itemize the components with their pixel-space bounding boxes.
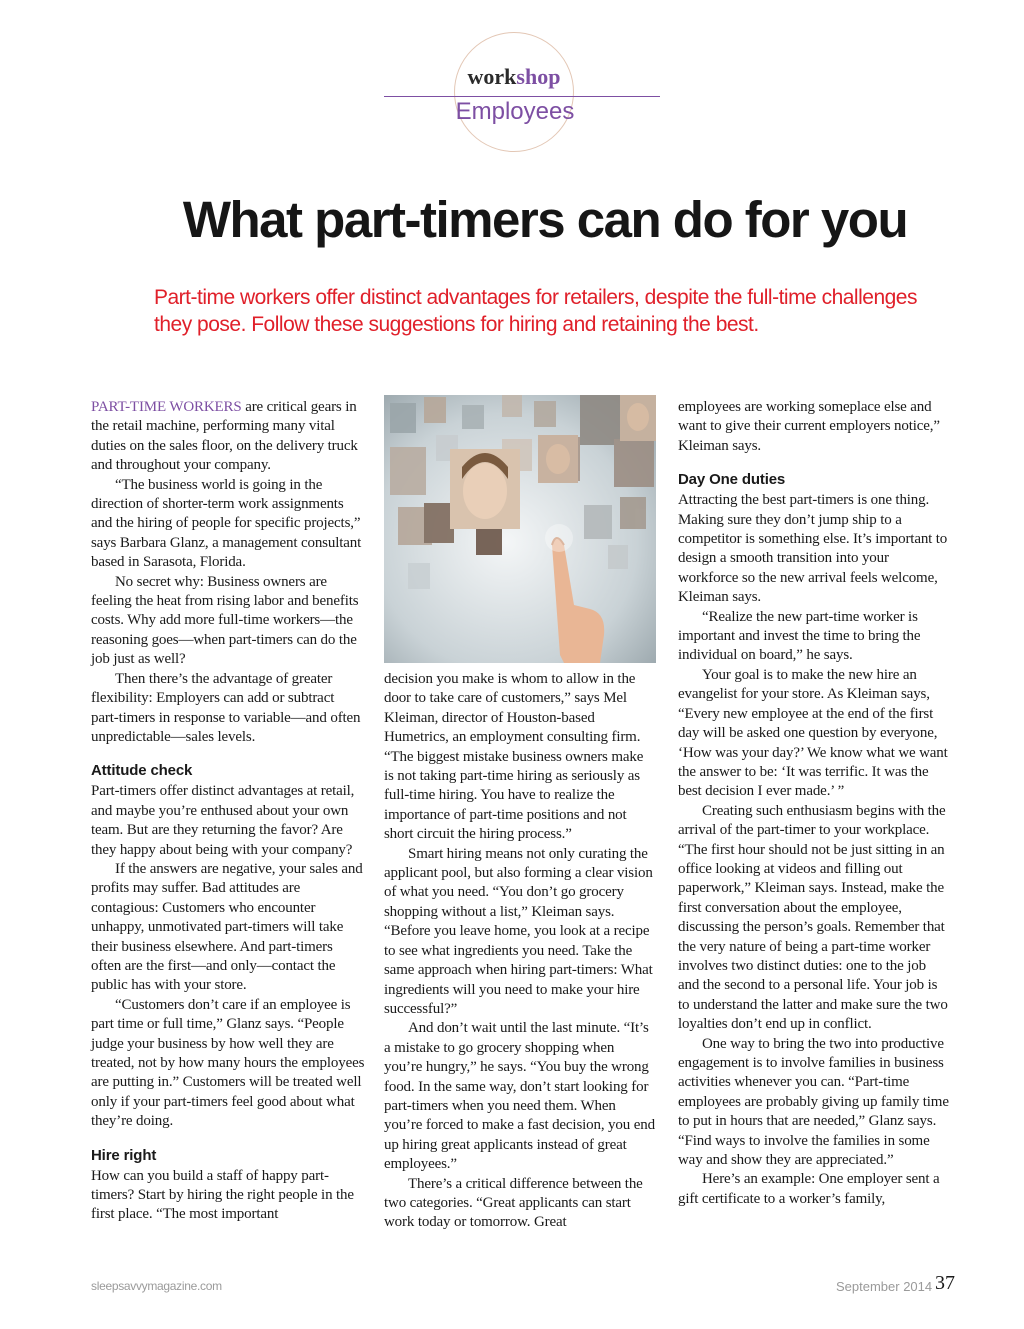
kicker-prefix: work bbox=[467, 64, 517, 89]
article-column-3 bbox=[678, 398, 950, 1209]
kicker-rule bbox=[384, 96, 660, 97]
paragraph: One way to bring the two into productive engagement is to involve families in business activities whenever you can. “Part-time employees are probably giving up family time to put in hours that are needed,” Glanz says. “Find ways to involve the families in some way and show they are appreciated.” bbox=[678, 1035, 949, 1169]
paragraph: And don’t wait until the last minute. “It’s a mistake to go grocery shopping when you’re hungry,” he says. “You buy the wrong food. In the same way, don’t start looking for part-timers when you need them. When you’re forced to make a fast decision, you end up hiring great applicants instead of great employees.” bbox=[384, 1020, 655, 1173]
paragraph: Part-timers offer distinct advantages at retail, and maybe you’re enthused about your own team. But are they returning the favor? Are they happy about being with your company? bbox=[91, 783, 355, 858]
footer-url: sleepsavvymagazine.com bbox=[91, 1279, 222, 1293]
paragraph bbox=[91, 398, 365, 476]
paragraph: decision you make is whom to allow in the door to take care of customers,” says Mel Kleiman, director of Houston-based Humetrics, an employment consulting firm. “The biggest mistake business owners make is not taking part-time hiring as seriously as full-time hiring. You have to realize the importance of part-time positions and not short circuit the hiring process.” bbox=[384, 671, 644, 843]
paragraph: Your goal is to make the new hire an evangelist for your store. As Kleiman says, “Every new employee at the end of the first day will be asked one question by everyone, ‘How was your day?’ We know what we want the answer to be: ‘It was terrific. It was the best decision I ever made.’ ” bbox=[678, 666, 948, 800]
paragraph: How can you build a staff of happy part-timers? Start by hiring the right people in the first place. “The most important bbox=[91, 1167, 354, 1223]
paragraph: Smart hiring means not only curating the applicant pool, but also forming a clear vision of what you need. “You don’t go grocery shopping without a list,” Kleiman says. “Before you leave home, you look at a recipe to see what ingredients you need. Take the same approach when hiring part-timers: What ingredients will you need to make your hire successful?” bbox=[384, 845, 653, 1017]
article-column-1 bbox=[91, 398, 365, 1225]
article-deck: Part-time workers offer distinct advantages for retailers, despite the full-time challenges they pose. Follow these suggestions for hiring and retaining the best. bbox=[154, 286, 917, 336]
section-badge-circle bbox=[454, 32, 574, 152]
paragraph: employees are working someplace else and want to give their current employers notice,” Kleiman says. bbox=[678, 399, 940, 454]
paragraph: There’s a critical difference between the two categories. “Great applicants can start work today or tomorrow. Great bbox=[384, 1175, 643, 1231]
paragraph-text: are critical gears in the retail machine, performing many vital duties on the sales floor, on the delivery truck and throughout your company. bbox=[91, 399, 358, 474]
paragraph: Here’s an example: One employer sent a gift certificate to a worker’s family, bbox=[678, 1171, 940, 1207]
lead-in: PART-TIME WORKERS bbox=[91, 399, 242, 415]
finger-selecting-face-photos-image bbox=[384, 395, 656, 663]
paragraph: Attracting the best part-timers is one thing. Making sure they don’t jump ship to a competitor is something else. It’s important to design a smooth transition into your workforce so the new arrival feels welcome, Kleiman says. bbox=[678, 492, 948, 606]
section-kicker bbox=[454, 64, 574, 90]
paragraph: Then there’s the advantage of greater flexibility: Employers can add or subtract part-timers in response to variable—and often unpredictable—sales levels. bbox=[91, 670, 361, 745]
article-column-2 bbox=[384, 670, 656, 1233]
page-number: 37 bbox=[935, 1272, 955, 1294]
section-name: Employees bbox=[455, 98, 575, 125]
subhead-attitude-check: Attitude check bbox=[91, 762, 193, 780]
subhead-day-one-duties: Day One duties bbox=[678, 471, 786, 489]
article-headline: What part-timers can do for you bbox=[182, 191, 908, 248]
paragraph: “Realize the new part-time worker is important and invest the time to bring the individual on board,” he says. bbox=[678, 608, 921, 664]
subhead-hire-right: Hire right bbox=[91, 1146, 157, 1164]
footer-date: September 2014 bbox=[836, 1279, 933, 1294]
kicker-accent: shop bbox=[516, 64, 561, 89]
paragraph: Creating such enthusiasm begins with the arrival of the part-timer to your workplace. “The first hour should not be just sitting in an office looking at videos and filling out paperwork,” Kleiman says. Instead, make the first conversation about the employee, discussing the person’s goals. Remember that the very nature of being a part-time worker involves two distinct duties: one to the job and the second to a personal life. Your job is to understand the latter and make sure the two loyalties don’t end up in conflict. bbox=[678, 802, 948, 1033]
paragraph: “The business world is going in the direction of shorter-term work assignments and the hiring of people for specific projects,” says Barbara Glanz, a management consultant based in Sarasota, Florida. bbox=[91, 476, 362, 571]
paragraph: “Customers don’t care if an employee is part time or full time,” Glanz says. “People judge your business by how well they are treated, not by how many hours the employees are putting in.” Customers will be treated well only if your part-timers feel good about what they’re doing. bbox=[91, 996, 365, 1130]
paragraph: No secret why: Business owners are feeling the heat from rising labor and benefits costs. Why add more full-time workers—the reasoning goes—when part-timers can do the job just as well? bbox=[91, 573, 359, 668]
paragraph: If the answers are negative, your sales and profits may suffer. Bad attitudes are contagious: Customers who encounter unhappy, unmotivated part-timers will take their business elsewhere. And part-timers often are the first—and only—contact the public has with your store. bbox=[91, 860, 363, 994]
